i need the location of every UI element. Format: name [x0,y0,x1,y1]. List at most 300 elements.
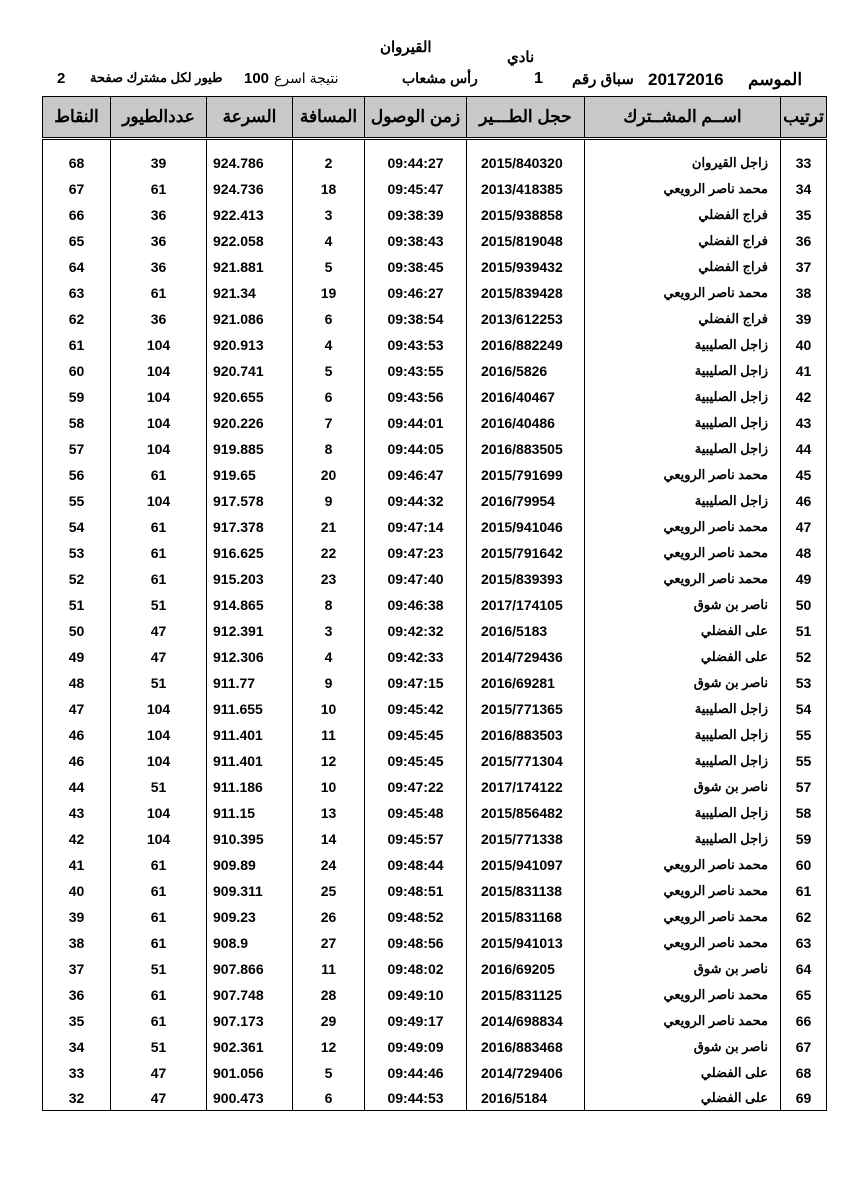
cell-distance: 26 [293,904,365,930]
cell-points: 56 [43,462,111,488]
cell-bird-count: 104 [111,436,207,462]
cell-bird-count: 61 [111,982,207,1008]
cell-ring: 2015/839428 [467,280,585,306]
cell-owner: محمد ناصر الرويعي [585,540,781,566]
cell-ring: 2014/729436 [467,644,585,670]
cell-speed: 920.655 [207,384,293,410]
cell-arrival: 09:46:27 [365,280,467,306]
col-header-points: النقاط [43,97,111,139]
cell-speed: 914.865 [207,592,293,618]
cell-arrival: 09:45:45 [365,722,467,748]
cell-owner: زاجل الصليبية [585,748,781,774]
table-row [43,826,827,852]
cell-ring: 2016/883468 [467,1034,585,1060]
cell-rank: 40 [781,332,827,358]
cell-bird-count: 36 [111,306,207,332]
cell-owner: زاجل الصليبية [585,722,781,748]
cell-rank: 64 [781,956,827,982]
cell-bird-count: 36 [111,202,207,228]
club-label: نادي [507,49,535,66]
cell-ring: 2016/883505 [467,436,585,462]
cell-owner: فراج الفضلي [585,254,781,280]
cell-distance: 23 [293,566,365,592]
cell-distance: 3 [293,618,365,644]
cell-owner: ناصر بن شوق [585,592,781,618]
table-row [43,202,827,228]
results-body [43,139,827,1111]
cell-owner: محمد ناصر الرويعي [585,280,781,306]
cell-points: 44 [43,774,111,800]
cell-arrival: 09:44:46 [365,1060,467,1086]
table-row [43,774,827,800]
cell-rank: 45 [781,462,827,488]
cell-distance: 8 [293,436,365,462]
cell-speed: 924.786 [207,150,293,176]
cell-owner: على الفضلي [585,1086,781,1111]
table-row [43,1060,827,1086]
col-header-ring: حجل الطـــير [467,97,585,139]
cell-points: 35 [43,1008,111,1034]
cell-bird-count: 61 [111,540,207,566]
cell-points: 53 [43,540,111,566]
cell-speed: 901.056 [207,1060,293,1086]
cell-points: 65 [43,228,111,254]
cell-arrival: 09:42:32 [365,618,467,644]
cell-owner: زاجل الصليبية [585,410,781,436]
cell-owner: زاجل الصليبية [585,358,781,384]
cell-ring: 2016/79954 [467,488,585,514]
table-row [43,1008,827,1034]
cell-points: 32 [43,1086,111,1111]
cell-ring: 2017/174122 [467,774,585,800]
cell-bird-count: 104 [111,696,207,722]
cell-arrival: 09:48:56 [365,930,467,956]
cell-owner: ناصر بن شوق [585,956,781,982]
cell-points: 59 [43,384,111,410]
cell-speed: 921.34 [207,280,293,306]
cell-arrival: 09:44:05 [365,436,467,462]
cell-distance: 24 [293,852,365,878]
table-row [43,800,827,826]
cell-rank: 34 [781,176,827,202]
cell-bird-count: 61 [111,462,207,488]
cell-rank: 37 [781,254,827,280]
cell-arrival: 09:38:39 [365,202,467,228]
cell-distance: 5 [293,1060,365,1086]
cell-points: 50 [43,618,111,644]
cell-arrival: 09:45:45 [365,748,467,774]
cell-points: 55 [43,488,111,514]
cell-owner: ناصر بن شوق [585,670,781,696]
cell-points: 43 [43,800,111,826]
cell-speed: 907.866 [207,956,293,982]
cell-speed: 921.086 [207,306,293,332]
cell-speed: 911.15 [207,800,293,826]
cell-owner: ناصر بن شوق [585,774,781,800]
table-row [43,176,827,202]
cell-rank: 67 [781,1034,827,1060]
cell-points: 46 [43,722,111,748]
cell-distance: 12 [293,1034,365,1060]
cell-speed: 922.058 [207,228,293,254]
table-row [43,670,827,696]
cell-speed: 922.413 [207,202,293,228]
cell-points: 63 [43,280,111,306]
cell-ring: 2015/939432 [467,254,585,280]
cell-arrival: 09:42:33 [365,644,467,670]
cell-distance: 7 [293,410,365,436]
table-row [43,514,827,540]
cell-distance: 27 [293,930,365,956]
table-row [43,566,827,592]
cell-points: 38 [43,930,111,956]
cell-speed: 912.391 [207,618,293,644]
result-count: 100 [244,70,270,87]
col-header-speed: السرعة [207,97,293,139]
table-row [43,150,827,176]
cell-distance: 9 [293,488,365,514]
cell-bird-count: 61 [111,514,207,540]
cell-arrival: 09:47:15 [365,670,467,696]
cell-rank: 50 [781,592,827,618]
cell-speed: 911.655 [207,696,293,722]
cell-rank: 54 [781,696,827,722]
cell-distance: 2 [293,150,365,176]
table-row [43,592,827,618]
cell-arrival: 09:38:45 [365,254,467,280]
cell-speed: 908.9 [207,930,293,956]
cell-points: 34 [43,1034,111,1060]
cell-bird-count: 61 [111,1008,207,1034]
cell-owner: محمد ناصر الرويعي [585,566,781,592]
cell-distance: 25 [293,878,365,904]
cell-ring: 2014/729406 [467,1060,585,1086]
cell-speed: 911.186 [207,774,293,800]
cell-speed: 907.173 [207,1008,293,1034]
cell-bird-count: 51 [111,592,207,618]
cell-arrival: 09:45:57 [365,826,467,852]
cell-speed: 909.23 [207,904,293,930]
col-header-bird-count: عددالطيور [111,97,207,139]
cell-bird-count: 104 [111,826,207,852]
table-header-row [43,97,827,139]
cell-rank: 66 [781,1008,827,1034]
cell-rank: 55 [781,748,827,774]
cell-distance: 4 [293,644,365,670]
cell-distance: 6 [293,1086,365,1111]
cell-ring: 2013/612253 [467,306,585,332]
cell-bird-count: 61 [111,878,207,904]
cell-distance: 19 [293,280,365,306]
cell-arrival: 09:48:02 [365,956,467,982]
cell-speed: 915.203 [207,566,293,592]
cell-owner: محمد ناصر الرويعي [585,514,781,540]
cell-rank: 61 [781,878,827,904]
cell-speed: 910.395 [207,826,293,852]
cell-rank: 49 [781,566,827,592]
cell-arrival: 09:47:40 [365,566,467,592]
cell-speed: 900.473 [207,1086,293,1111]
cell-points: 62 [43,306,111,332]
cell-arrival: 09:46:38 [365,592,467,618]
cell-ring: 2015/941046 [467,514,585,540]
cell-rank: 52 [781,644,827,670]
cell-speed: 920.741 [207,358,293,384]
cell-owner: زاجل الصليبية [585,826,781,852]
cell-arrival: 09:46:47 [365,462,467,488]
cell-bird-count: 61 [111,904,207,930]
cell-bird-count: 47 [111,618,207,644]
cell-ring: 2013/418385 [467,176,585,202]
table-row [43,410,827,436]
table-row [43,982,827,1008]
birds-per-participant-label: طيور لكل مشترك صفحة [90,70,223,85]
cell-distance: 4 [293,228,365,254]
cell-rank: 59 [781,826,827,852]
cell-distance: 28 [293,982,365,1008]
cell-points: 40 [43,878,111,904]
release-point-label: رأس مشعاب [402,70,478,86]
cell-ring: 2015/791642 [467,540,585,566]
cell-distance: 10 [293,696,365,722]
cell-ring: 2015/941097 [467,852,585,878]
cell-arrival: 09:49:09 [365,1034,467,1060]
cell-points: 49 [43,644,111,670]
cell-points: 61 [43,332,111,358]
cell-rank: 44 [781,436,827,462]
cell-speed: 920.226 [207,410,293,436]
cell-points: 41 [43,852,111,878]
cell-bird-count: 104 [111,332,207,358]
cell-distance: 10 [293,774,365,800]
cell-points: 67 [43,176,111,202]
cell-owner: فراج الفضلي [585,202,781,228]
cell-rank: 58 [781,800,827,826]
results-table [42,96,827,1111]
cell-bird-count: 61 [111,176,207,202]
cell-owner: زاجل الصليبية [585,384,781,410]
cell-arrival: 09:47:14 [365,514,467,540]
col-header-owner: اســم المشــترك [585,97,781,139]
table-row [43,540,827,566]
cell-ring: 2015/831125 [467,982,585,1008]
cell-speed: 911.77 [207,670,293,696]
cell-arrival: 09:43:55 [365,358,467,384]
cell-distance: 14 [293,826,365,852]
cell-arrival: 09:47:22 [365,774,467,800]
cell-bird-count: 39 [111,150,207,176]
cell-owner: زاجل الصليبية [585,332,781,358]
cell-ring: 2015/941013 [467,930,585,956]
cell-ring: 2016/882249 [467,332,585,358]
table-row [43,1034,827,1060]
cell-arrival: 09:43:53 [365,332,467,358]
cell-bird-count: 104 [111,410,207,436]
cell-arrival: 09:48:44 [365,852,467,878]
cell-rank: 51 [781,618,827,644]
cell-rank: 33 [781,150,827,176]
cell-ring: 2016/5183 [467,618,585,644]
season-label: الموسم [748,70,803,89]
cell-arrival: 09:44:53 [365,1086,467,1111]
cell-owner: زاجل القيروان [585,150,781,176]
cell-owner: محمد ناصر الرويعي [585,1008,781,1034]
cell-rank: 60 [781,852,827,878]
cell-owner: فراج الفضلي [585,306,781,332]
cell-arrival: 09:49:10 [365,982,467,1008]
cell-rank: 46 [781,488,827,514]
cell-speed: 917.578 [207,488,293,514]
result-label: نتيجة اسرع [274,70,339,86]
cell-speed: 917.378 [207,514,293,540]
cell-rank: 36 [781,228,827,254]
cell-speed: 909.311 [207,878,293,904]
table-row [43,462,827,488]
cell-speed: 902.361 [207,1034,293,1060]
cell-rank: 69 [781,1086,827,1111]
cell-ring: 2015/771365 [467,696,585,722]
cell-points: 42 [43,826,111,852]
cell-bird-count: 51 [111,670,207,696]
cell-ring: 2016/5826 [467,358,585,384]
cell-ring: 2015/840320 [467,150,585,176]
club-name: القيروان [380,39,432,56]
cell-speed: 924.736 [207,176,293,202]
cell-bird-count: 61 [111,852,207,878]
race-number-value: 1 [534,70,543,87]
col-header-distance: المسافة [293,97,365,139]
cell-speed: 921.881 [207,254,293,280]
cell-rank: 39 [781,306,827,332]
cell-bird-count: 36 [111,228,207,254]
cell-arrival: 09:45:48 [365,800,467,826]
cell-points: 57 [43,436,111,462]
cell-distance: 13 [293,800,365,826]
cell-owner: زاجل الصليبية [585,436,781,462]
col-header-arrival: زمن الوصول [365,97,467,139]
cell-bird-count: 104 [111,358,207,384]
cell-ring: 2016/883503 [467,722,585,748]
cell-owner: زاجل الصليبية [585,488,781,514]
cell-bird-count: 51 [111,956,207,982]
cell-owner: فراج الفضلي [585,228,781,254]
cell-owner: محمد ناصر الرويعي [585,176,781,202]
cell-ring: 2016/69205 [467,956,585,982]
cell-distance: 4 [293,332,365,358]
cell-ring: 2015/771304 [467,748,585,774]
table-row [43,930,827,956]
cell-ring: 2015/839393 [467,566,585,592]
cell-bird-count: 47 [111,1086,207,1111]
cell-rank: 55 [781,722,827,748]
cell-arrival: 09:44:01 [365,410,467,436]
cell-distance: 22 [293,540,365,566]
table-row [43,228,827,254]
cell-ring: 2016/40467 [467,384,585,410]
cell-points: 52 [43,566,111,592]
cell-points: 54 [43,514,111,540]
cell-speed: 909.89 [207,852,293,878]
cell-ring: 2015/831138 [467,878,585,904]
cell-bird-count: 47 [111,1060,207,1086]
cell-owner: زاجل الصليبية [585,696,781,722]
table-row [43,280,827,306]
spacer-row [43,139,827,151]
cell-ring: 2016/5184 [467,1086,585,1111]
cell-ring: 2015/819048 [467,228,585,254]
cell-points: 51 [43,592,111,618]
cell-ring: 2015/831168 [467,904,585,930]
table-row [43,436,827,462]
cell-points: 46 [43,748,111,774]
cell-arrival: 09:43:56 [365,384,467,410]
cell-arrival: 09:48:52 [365,904,467,930]
cell-points: 47 [43,696,111,722]
cell-distance: 6 [293,306,365,332]
cell-rank: 63 [781,930,827,956]
table-row [43,722,827,748]
cell-distance: 29 [293,1008,365,1034]
cell-arrival: 09:45:42 [365,696,467,722]
cell-rank: 53 [781,670,827,696]
cell-owner: محمد ناصر الرويعي [585,878,781,904]
table-row [43,852,827,878]
cell-bird-count: 104 [111,722,207,748]
cell-points: 58 [43,410,111,436]
cell-bird-count: 47 [111,644,207,670]
cell-speed: 919.885 [207,436,293,462]
cell-rank: 47 [781,514,827,540]
cell-rank: 57 [781,774,827,800]
cell-bird-count: 104 [111,748,207,774]
cell-rank: 35 [781,202,827,228]
cell-rank: 41 [781,358,827,384]
cell-arrival: 09:44:27 [365,150,467,176]
col-header-rank: ترتيب [781,97,827,139]
cell-arrival: 09:44:32 [365,488,467,514]
cell-speed: 911.401 [207,722,293,748]
cell-ring: 2016/40486 [467,410,585,436]
table-row [43,306,827,332]
cell-ring: 2015/771338 [467,826,585,852]
cell-points: 33 [43,1060,111,1086]
cell-bird-count: 36 [111,254,207,280]
cell-distance: 12 [293,748,365,774]
cell-distance: 18 [293,176,365,202]
table-row [43,488,827,514]
cell-speed: 916.625 [207,540,293,566]
cell-arrival: 09:38:43 [365,228,467,254]
cell-arrival: 09:38:54 [365,306,467,332]
table-row [43,254,827,280]
cell-points: 60 [43,358,111,384]
cell-rank: 62 [781,904,827,930]
cell-speed: 911.401 [207,748,293,774]
cell-points: 39 [43,904,111,930]
cell-bird-count: 104 [111,488,207,514]
cell-speed: 912.306 [207,644,293,670]
cell-bird-count: 51 [111,1034,207,1060]
table-row [43,748,827,774]
cell-owner: محمد ناصر الرويعي [585,462,781,488]
cell-distance: 5 [293,358,365,384]
table-row [43,332,827,358]
cell-ring: 2015/938858 [467,202,585,228]
cell-owner: على الفضلي [585,618,781,644]
cell-arrival: 09:48:51 [365,878,467,904]
cell-bird-count: 61 [111,566,207,592]
cell-distance: 8 [293,592,365,618]
